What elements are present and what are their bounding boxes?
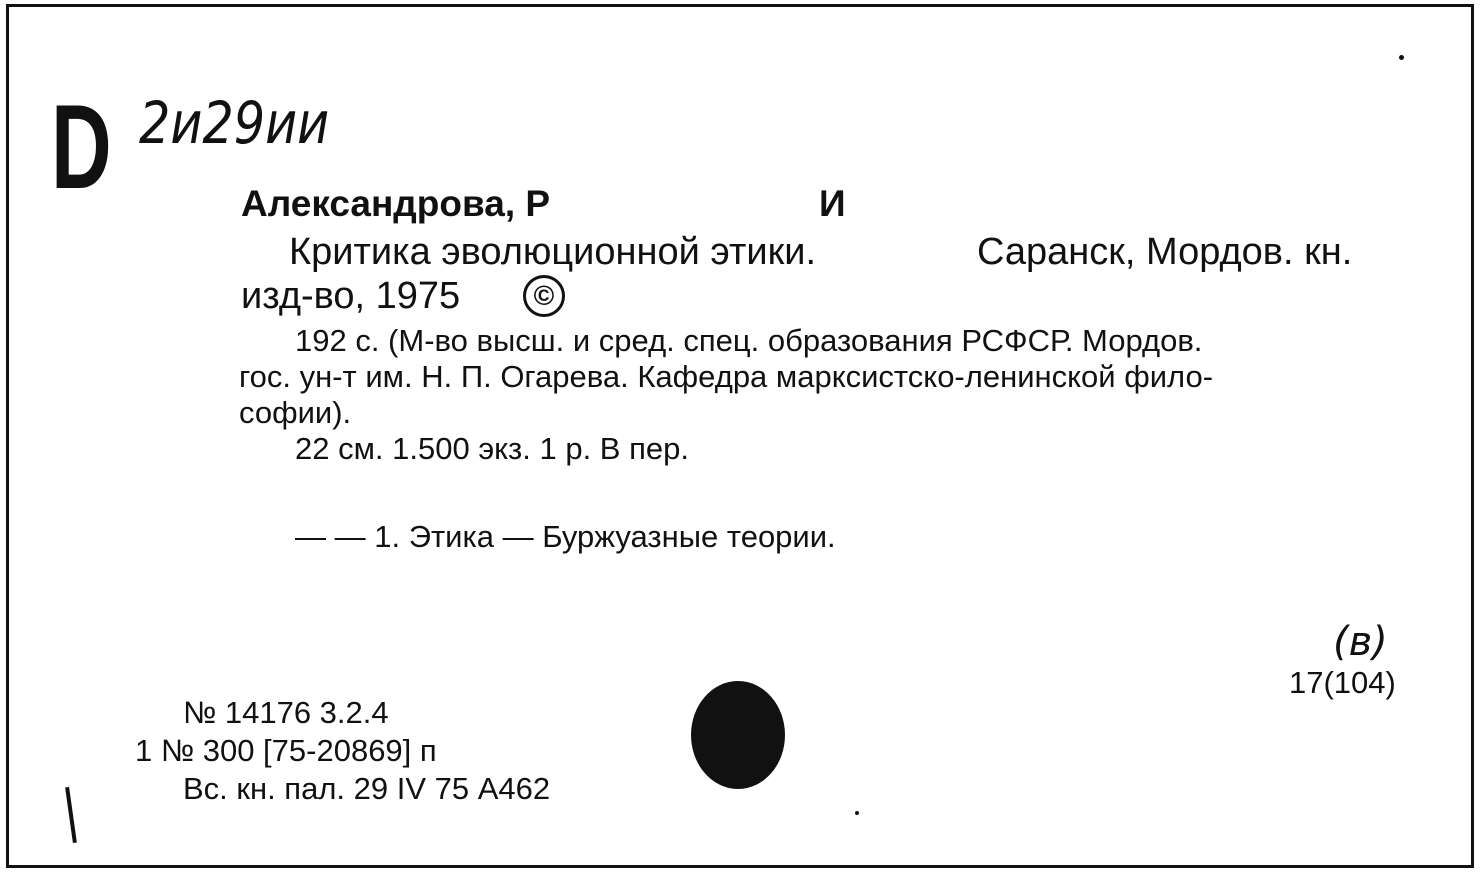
copyright-icon: © — [523, 275, 565, 317]
catalog-card — [6, 4, 1474, 868]
imprint-publisher-year: изд-во, 1975 — [241, 275, 461, 317]
imprint-place: Саранск, Мордов. кн. — [977, 231, 1353, 273]
handwritten-mark: (в) — [1333, 619, 1388, 665]
subject-heading: — — 1. Этика — Буржуазные теории. — [295, 519, 836, 554]
physical-description: 22 см. 1.500 экз. 1 р. В пер. — [295, 431, 689, 466]
punch-hole — [691, 681, 785, 789]
description-line-3: софии). — [239, 395, 352, 430]
speck-mark — [855, 811, 859, 815]
shelf-letter: D — [51, 80, 112, 214]
book-title: Критика эволюционной этики. — [289, 231, 817, 273]
author-surname: Александрова, Р — [241, 183, 551, 224]
description-line-1: 192 с. (М-во высш. и сред. спец. образования РСФСР. Мордов. — [295, 323, 1203, 358]
footer-line-1: № 14176 3.2.4 — [183, 695, 389, 730]
shelf-code: 2и29ии — [139, 89, 330, 157]
pages-code: 17(104) — [1289, 665, 1396, 700]
speck-mark — [1399, 55, 1404, 60]
description-line-2: гос. ун-т им. Н. П. Огарева. Кафедра марксистско-ленинской фило- — [239, 359, 1214, 394]
author-initial: И — [819, 183, 846, 224]
pencil-stroke — [65, 787, 77, 843]
footer-line-2: 1 № 300 [75-20869] п — [135, 733, 437, 768]
footer-line-3: Вс. кн. пал. 29 IV 75 А462 — [183, 771, 551, 806]
